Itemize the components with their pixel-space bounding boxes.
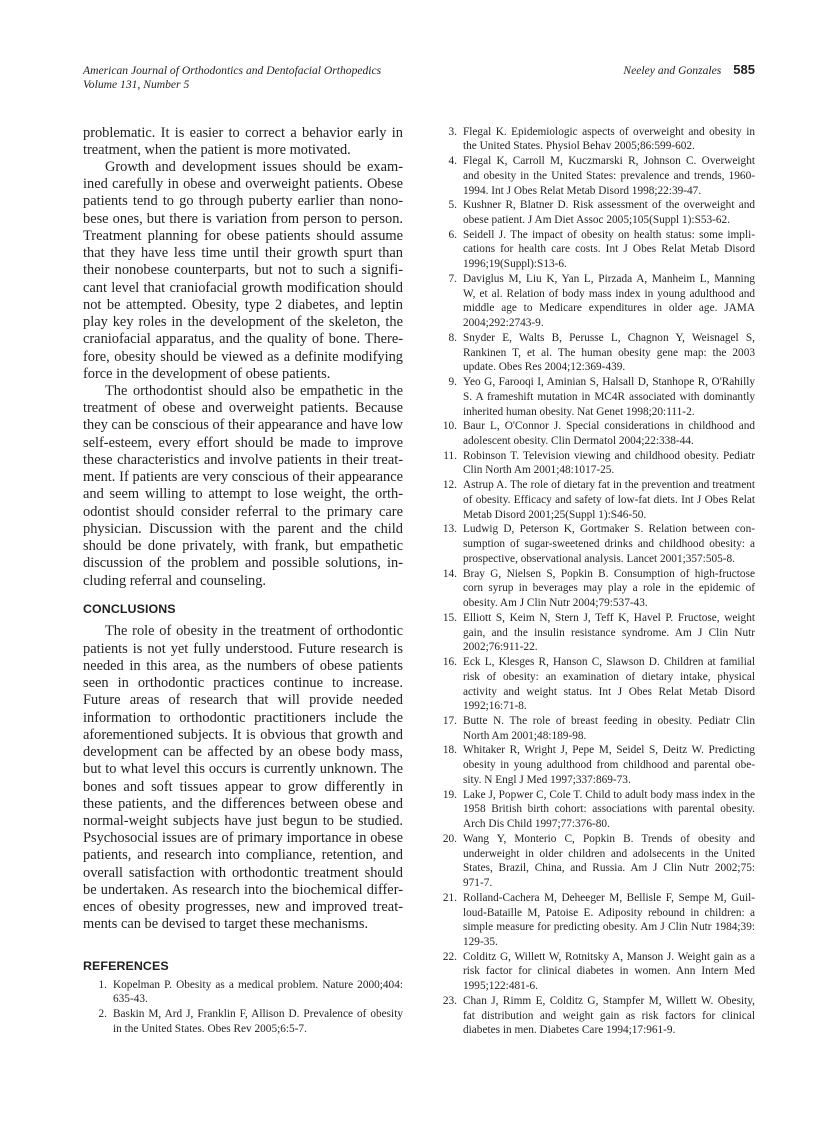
text-line: self-esteem, every effort should be made to improve <box>83 434 403 451</box>
text-line: needed in this area, as the numbers of obese patients <box>83 657 403 674</box>
text-line: development can be affected by an obese body mass, <box>83 744 403 761</box>
reference-text <box>113 978 403 1007</box>
text-line: The orthodontist should also be empathetic in the <box>105 383 403 400</box>
text-line: adolescent obesity. Clin Dermatol 2004;22:338-44. <box>463 435 694 448</box>
article-authors: Neeley and Gonzales <box>623 64 722 77</box>
text-line: treatment of obese and overweight patients. Because <box>83 400 403 417</box>
reference-item <box>440 272 755 331</box>
text-line: but to what level this occurs is currently unknown. The <box>83 761 403 778</box>
reference-text <box>463 714 755 743</box>
text-line: in the United States. Obes Rev 2005;6:5-7. <box>113 1022 307 1035</box>
text-line: patients, and research into compliance, retention, and <box>83 847 403 864</box>
text-line: obese patient. J Am Diet Assoc 2005;105(Suppl 1):S53-62. <box>463 214 731 226</box>
text-line: Future areas of research that will provide needed <box>83 692 403 709</box>
text-line: Yeo G, Farooqi I, Aminian S, Halsall D, Stanhope R, O'Rahilly <box>463 376 755 389</box>
text-line: Ludwig D, Peterson K, Gortmaker S. Relation between con- <box>463 523 755 536</box>
section-heading-references: REFERENCES <box>83 959 169 973</box>
reference-number: 23. <box>442 994 457 1007</box>
text-line: Baskin M, Ard J, Franklin F, Allison D. Prevalence of obesity <box>113 1008 403 1021</box>
reference-text <box>463 788 755 832</box>
reference-item <box>440 950 755 994</box>
text-line: Colditz G, Willett W, Rotnitsky A, Manson J. Weight gain as a <box>463 950 755 963</box>
reference-text <box>463 198 755 227</box>
body-text-conclusions <box>83 623 403 933</box>
text-line: these characteristics and involve patients in their treat- <box>83 451 403 468</box>
page-number: 585 <box>733 62 755 77</box>
text-line: States, Brazil, China, and Russia. Am J Clin Nutr 2002;75: <box>463 862 755 875</box>
reference-number: 19. <box>442 788 457 801</box>
text-line: that they have less time until their growth spurt than <box>83 245 403 262</box>
text-line: aforementioned subjects. It is obvious that growth and <box>83 726 403 743</box>
text-line: Astrup A. The role of dietary fat in the prevention and treatment <box>463 479 755 492</box>
reference-text <box>463 655 755 714</box>
reference-number: 1. <box>98 978 107 991</box>
reference-text <box>463 419 755 448</box>
reference-item <box>440 331 755 375</box>
text-line: 1958 British birth cohort: associations with parental obesity. <box>463 803 755 816</box>
reference-number: 13. <box>442 523 457 536</box>
text-line: cant level that craniofacial growth modification should <box>83 279 403 296</box>
text-line: middle age to Medicare expenditures in older age. JAMA <box>463 302 755 315</box>
reference-list-right <box>440 125 755 1039</box>
reference-item <box>440 891 755 950</box>
reference-number: 6. <box>448 228 457 241</box>
running-header-journal <box>83 64 381 92</box>
text-line: Metab Disord 2001;25(Suppl 1):S46-50. <box>463 508 647 521</box>
reference-text <box>463 125 755 154</box>
text-line: be undertaken. As research into the biochemical differ- <box>83 881 403 898</box>
text-line: odontist should consider referral to the primary care <box>83 503 403 520</box>
paragraph <box>83 159 403 383</box>
reference-item <box>440 994 755 1038</box>
reference-number: 2. <box>98 1008 107 1021</box>
text-line: treatment, when the patient is more motivated. <box>83 141 351 158</box>
text-line: inherited human obesity. Nat Genet 1998;20:111-2. <box>463 405 695 418</box>
running-header-authors <box>623 63 755 78</box>
text-line: should be done privately, with frank, but empathetic <box>83 538 403 555</box>
text-line: Rankinen T, et al. The human obesity gene map: the 2003 <box>463 346 755 359</box>
text-line: and obesity in the United States: prevalence and trends, 1960- <box>463 169 755 182</box>
reference-list-left <box>83 978 403 1037</box>
text-line: Clin North Am 2001;48:1017-25. <box>463 464 615 477</box>
reference-number: 8. <box>448 331 457 344</box>
reference-text <box>463 331 755 375</box>
reference-item <box>440 611 755 655</box>
text-line: S. A frameshift mutation in MC4R associated with dominantly <box>463 390 755 403</box>
text-line: gain, and the insulin resistance syndrome. Am J Clin Nutr <box>463 626 755 639</box>
reference-number: 12. <box>442 479 457 492</box>
text-line: Whitaker R, Wright J, Pepe M, Seidel S, Deitz W. Predicting <box>463 744 755 757</box>
reference-text <box>463 611 755 655</box>
text-line: bese ones, but there is variation from person to person. <box>83 210 403 227</box>
reference-text <box>463 154 755 198</box>
text-line: 2004;292:2743-9. <box>463 317 544 330</box>
text-line: patients is not yet fully understood. Future research is <box>83 640 403 657</box>
text-line: 1996;19(Suppl):S13-6. <box>463 258 567 271</box>
text-line: W, et al. Relation of body mass index in young adulthood and <box>463 287 755 300</box>
text-line: problematic. It is easier to correct a behavior early in <box>83 124 403 141</box>
reference-number: 9. <box>448 376 457 389</box>
text-line: they can be conscious of their appearance and have low <box>83 417 404 434</box>
text-line: physician. Discussion with the parent and the child <box>83 520 403 537</box>
text-line: and seem willing to attempt to lose weight, the orth- <box>83 486 403 503</box>
text-line: cations for health care costs. Int J Obes Relat Metab Disord <box>463 243 755 256</box>
text-line: 971-7. <box>463 877 493 890</box>
reference-item <box>440 228 755 272</box>
reference-number: 11. <box>443 449 457 462</box>
text-line: Robinson T. Television viewing and childhood obesity. Pediatr <box>463 449 755 462</box>
reference-number: 7. <box>448 272 457 285</box>
reference-number: 17. <box>442 714 457 727</box>
reference-text <box>463 375 755 419</box>
text-line: fat distribution and weight gain as risk factors for clinical <box>463 1009 755 1022</box>
text-line: these patients, and the differences between obese and <box>83 795 403 812</box>
reference-item <box>440 125 755 154</box>
text-line: 635-43. <box>113 993 148 1006</box>
journal-volume: Volume 131, Number 5 <box>83 78 190 91</box>
body-text-discussion <box>83 125 403 590</box>
reference-item <box>440 743 755 787</box>
text-line: Seidell J. The impact of obesity on health status: some impli- <box>463 228 755 241</box>
text-line: the United States. Physiol Behav 2005;86:599-602. <box>463 140 695 153</box>
reference-item <box>440 567 755 611</box>
text-line: Treatment planning for obese patients should assume <box>83 227 403 244</box>
text-line: seen in orthodontic practices continue to increase. <box>83 675 403 692</box>
text-line: risk factor for clinical diabetes in women. Ann Intern Med <box>463 965 755 978</box>
text-line: Bray G, Nielsen S, Popkin B. Consumption of high-fructose <box>463 567 755 580</box>
reference-item <box>440 832 755 891</box>
text-line: simple measure for predicting obesity. Am J Clin Nutr 1984;39: <box>463 921 755 934</box>
text-line: Elliott S, Keim N, Stern J, Teff K, Havel P. Fructose, weight <box>463 611 755 624</box>
text-line: Eck L, Klesges R, Hanson C, Slawson D. Children at familial <box>463 656 755 669</box>
reference-text <box>463 832 755 891</box>
text-line: obesity. Am J Clin Nutr 2004;79:537-43. <box>463 597 648 610</box>
reference-text <box>463 950 755 994</box>
reference-item <box>440 375 755 419</box>
reference-item <box>440 655 755 714</box>
text-line: not be attempted. Obesity, type 2 diabetes, and leptin <box>83 296 403 313</box>
text-line: sumption of sugar-sweetened drinks and childhood obesity: a <box>463 538 755 551</box>
reference-text <box>463 994 755 1038</box>
text-line: normal-weight subjects have just begun to be studied. <box>83 812 403 829</box>
text-line: discussion of the problem and possible solutions, in- <box>83 555 403 572</box>
text-line: Snyder E, Walts B, Perusse L, Chagnon Y, Weisnagel S, <box>463 331 755 344</box>
text-line: ences of obesity progresses, new and improved treat- <box>83 899 403 916</box>
reference-item <box>440 522 755 566</box>
text-line: ined carefully in obese and overweight patients. Obese <box>83 176 403 193</box>
reference-text <box>463 522 755 566</box>
reference-text <box>463 449 755 478</box>
text-line: play key roles in the development of the skeleton, the <box>83 314 403 331</box>
text-line: 2002;76:911-22. <box>463 641 538 654</box>
text-line: prospective, observational analysis. Lancet 2001;357:505-8. <box>463 552 735 565</box>
text-line: 1995;122:481-6. <box>463 980 538 993</box>
reference-text <box>463 228 755 272</box>
text-line: Kopelman P. Obesity as a medical problem. Nature 2000;404: <box>113 978 403 991</box>
text-line: Butte N. The role of breast feeding in obesity. Pediatr Clin <box>463 714 755 727</box>
text-line: Lake J, Popwer C, Cole T. Child to adult body mass index in the <box>463 788 755 801</box>
reference-number: 20. <box>442 832 457 845</box>
reference-text <box>463 272 755 331</box>
text-line: force in the development of obese patients. <box>83 365 331 382</box>
text-line: information to orthodontic practitioners include the <box>83 709 403 726</box>
text-line: Daviglus M, Liu K, Yan L, Pirzada A, Manheim L, Manning <box>463 272 755 285</box>
reference-text <box>463 743 755 787</box>
reference-number: 16. <box>442 656 457 669</box>
reference-item <box>440 788 755 832</box>
text-line: The role of obesity in the treatment of orthodontic <box>105 623 403 640</box>
paragraph <box>83 383 403 590</box>
text-line: activity and weight status. Int J Obes Relat Metab Disord <box>463 685 755 698</box>
reference-number: 3. <box>448 125 457 138</box>
text-line: overall satisfaction with orthodontic treatment should <box>83 864 403 881</box>
section-heading-conclusions: CONCLUSIONS <box>83 602 176 616</box>
text-line: Wang Y, Monterio C, Popkin B. Trends of obesity and <box>463 832 755 845</box>
reference-item <box>440 198 755 227</box>
reference-item <box>83 1007 403 1036</box>
text-line: cluding referral and counseling. <box>83 572 267 589</box>
text-line: ment. If patients are very conscious of their appearance <box>83 469 403 486</box>
paragraph <box>83 125 403 159</box>
text-line: sity. N Engl J Med 1997;337:869-73. <box>463 773 631 786</box>
text-line: obesity in young adulthood from childhood and parental obe- <box>463 759 755 772</box>
text-line: underweight in older children and adolsecents in the United <box>463 847 755 860</box>
reference-item <box>440 419 755 448</box>
text-line: Arch Dis Child 1997;77:376-80. <box>463 818 610 831</box>
text-line: update. Obes Res 2004;12:369-439. <box>463 361 626 374</box>
reference-number: 21. <box>442 891 457 904</box>
text-line: risk of obesity: an examination of dietary intake, physical <box>463 670 755 683</box>
reference-number: 10. <box>442 420 457 433</box>
reference-item <box>440 154 755 198</box>
text-line: corn syrup in beverages may play a role in the epidemic of <box>463 582 755 595</box>
reference-text <box>463 567 755 611</box>
text-line: Baur L, O'Connor J. Special considerations in childhood and <box>463 420 755 433</box>
reference-number: 15. <box>442 611 457 624</box>
text-line: Flegal K. Epidemiologic aspects of overweight and obesity in <box>463 125 755 138</box>
text-line: Kushner R, Blatner D. Risk assessment of the overweight and <box>463 199 755 212</box>
reference-item <box>440 449 755 478</box>
reference-number: 5. <box>448 199 457 212</box>
reference-number: 4. <box>448 155 457 168</box>
text-line: patients tend to go through puberty earlier than nono- <box>83 193 403 210</box>
reference-text <box>463 478 755 522</box>
text-line: Psychosocial issues are of primary importance in obese <box>83 830 403 847</box>
text-line: diabetes in men. Diabetes Care 1994;17:961-9. <box>463 1024 676 1037</box>
reference-item <box>83 978 403 1007</box>
text-line: 1994. Int J Obes Relat Metab Disord 1998;22:39-47. <box>463 184 702 197</box>
text-line: Flegal K, Carroll M, Kuczmarski R, Johnson C. Overweight <box>463 155 755 168</box>
text-line: loud-Bataille M, Patoise E. Adiposity rebound in children: a <box>463 906 755 919</box>
text-line: craniofacial apparatus, and the quality of bone. There- <box>83 331 403 348</box>
reference-number: 14. <box>442 567 457 580</box>
text-line: their nonobese counterparts, but not to such a signifi- <box>83 262 403 279</box>
text-line: ments can be devised to target these mechanisms. <box>83 916 369 933</box>
reference-text <box>113 1007 403 1036</box>
text-line: Chan J, Rimm E, Colditz G, Stampfer M, Willett W. Obesity, <box>463 994 755 1007</box>
reference-number: 22. <box>442 950 457 963</box>
text-line: 129-35. <box>463 935 498 948</box>
journal-title: American Journal of Orthodontics and Dentofacial Orthopedics <box>83 64 382 77</box>
text-line: 1992;16:71-8. <box>463 700 527 713</box>
text-line: Rolland-Cachera M, Deheeger M, Bellisle F, Sempe M, Guil- <box>463 891 755 904</box>
text-line: of obesity. Efficacy and safety of low-fat diets. Int J Obes Relat <box>463 493 755 506</box>
text-line: Growth and development issues should be exam- <box>105 158 403 175</box>
text-line: bones and soft tissues appear to grow differently in <box>83 778 403 795</box>
reference-text <box>463 891 755 950</box>
reference-item <box>440 714 755 743</box>
text-line: fore, obesity should be viewed as a definite modifying <box>83 348 403 365</box>
text-line: North Am 2001;48:189-98. <box>463 729 587 742</box>
reference-item <box>440 478 755 522</box>
reference-number: 18. <box>442 744 457 757</box>
paragraph <box>83 623 403 933</box>
